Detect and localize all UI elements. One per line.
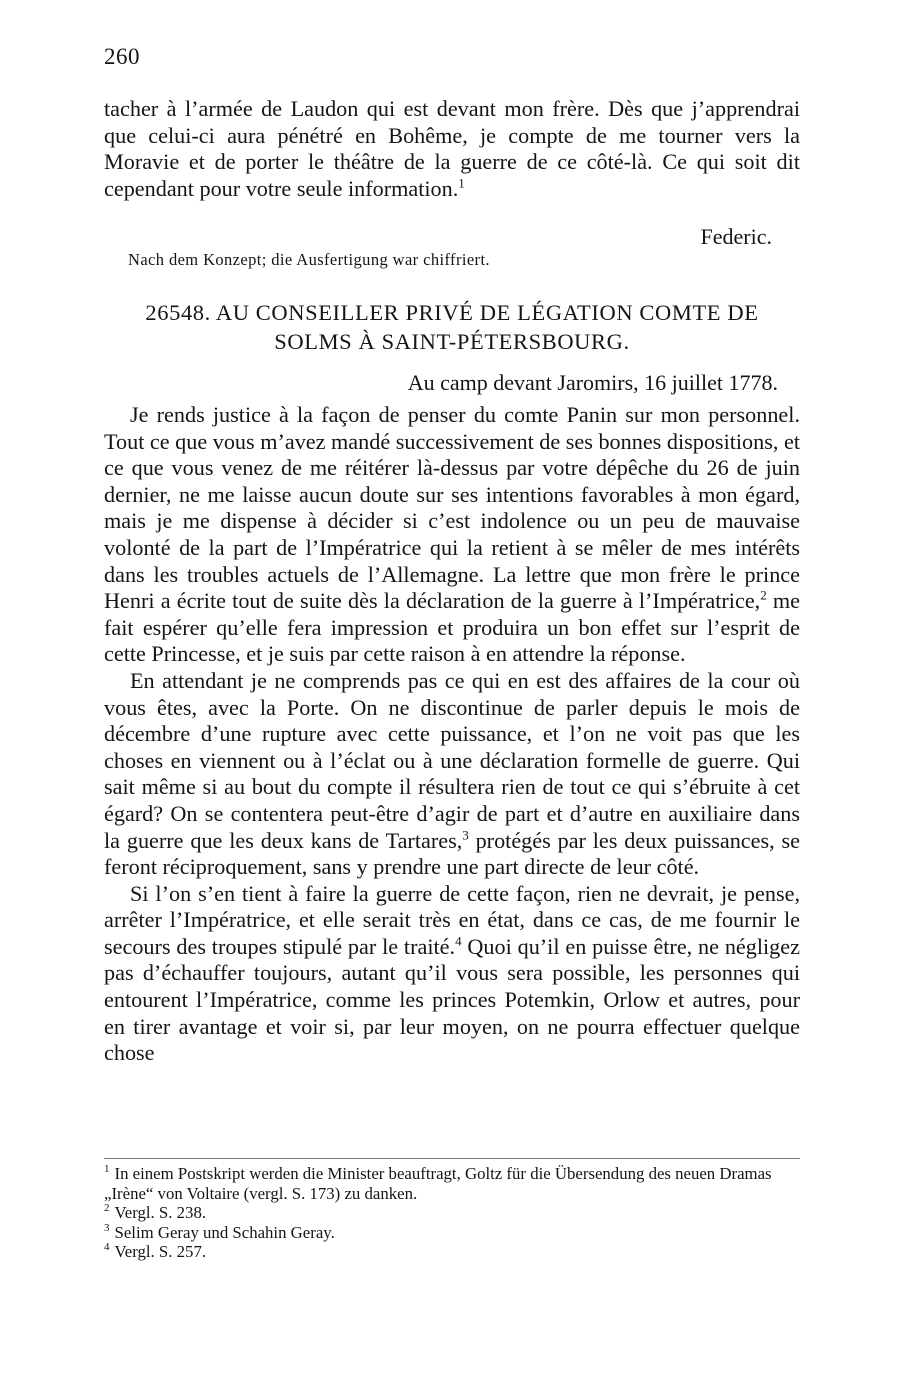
document-heading	[104, 298, 800, 356]
opening-paragraph	[104, 96, 800, 202]
paragraph-3-text-a: Si l’on s’en tient à faire la guerre de cette façon, rien ne devrait, je pense, arrêter l’Impératrice, et elle serait très en état, dans ce cas, de me fournir le secours des troupes stipulé par le traité.	[104, 880, 800, 959]
page-number: 260	[104, 44, 140, 69]
footnote-ref-2: 2	[760, 587, 767, 603]
footnote-text: In einem Postskript werden die Minister beauftragt, Goltz für die Übersendung des neuen Dramas „Irène“ von Voltaire (vergl. S. 173) zu danken.	[104, 1164, 772, 1203]
source-note: Nach dem Konzept; die Ausfertigung war chiffriert.	[128, 250, 490, 269]
footnote-3	[104, 1223, 800, 1243]
footnote-2	[104, 1203, 800, 1223]
footnote-text: Vergl. S. 257.	[114, 1242, 207, 1261]
opening-text: tacher à l’armée de Laudon qui est devant mon frère. Dès que j’apprendrai que celui-ci aura pénétré en Bohême, je compte de me tourner vers la Moravie et de porter le théâtre de la guerre de ce côté-là. Ce qui soit dit cependant pour votre seule information.	[104, 96, 800, 201]
paragraph-3	[104, 881, 800, 1067]
paragraph-3-text-b: Quoi qu’il en puisse être, ne négligez pas d’échauffer toujours, autant qu’il vous sera possible, les personnes qui entourent l’Impératrice, comme les princes Potemkin, Orlow et autres, pour en tirer avantage et voir si, par leur moyen, on ne pourra effectuer quelque chose	[104, 933, 800, 1066]
signature: Federic.	[700, 224, 772, 249]
footnote-mark: 1	[104, 1163, 110, 1176]
footnote-4	[104, 1242, 800, 1262]
paragraph-1-text-a: Je rends justice à la façon de penser du comte Panin sur mon personnel. Tout ce que vous m’avez mandé successivement de ses bonnes dispositions, et ce que vous venez de me réitérer là-dessus par votre dépêche du 26 de juin dernier, ne me laisse aucun doute sur ses intentions favorables à mon égard, mais je me dispense à décider si c’est indolence ou un peu de mauvaise volonté de la part de l’Impératrice qui la retient à se mêler de mes intérêts dans les troubles actuels de l’Allemagne. La lettre que mon frère le prince Henri a écrite tout de suite dès la déclaration de la guerre à l’Impératrice,	[104, 402, 800, 614]
footnote-ref-4: 4	[455, 933, 462, 949]
letter-body	[104, 402, 800, 1067]
footnote-1	[104, 1164, 800, 1203]
footnote-mark: 3	[104, 1221, 110, 1234]
footnote-divider	[104, 1158, 800, 1159]
footnote-ref-1: 1	[458, 175, 465, 191]
paragraph-2	[104, 668, 800, 881]
heading-line-2: SOLMS À SAINT-PÉTERSBOURG.	[274, 329, 630, 354]
footnote-mark: 2	[104, 1202, 110, 1215]
paragraph-1	[104, 402, 800, 668]
footnotes	[104, 1164, 800, 1262]
footnote-text: Selim Geray und Schahin Geray.	[114, 1222, 335, 1242]
footnote-mark: 4	[104, 1241, 110, 1254]
paragraph-1-text-b: me fait espérer qu’elle fera impression et produira un bon effet sur l’esprit de cette Princesse, et je suis par cette raison à en attendre la réponse.	[104, 588, 801, 667]
paragraph-2-text-b: protégés par les deux puissances, se feront réciproquement, sans y prendre une part directe de leur côté.	[104, 827, 800, 880]
paragraph-2-text-a: En attendant je ne comprends pas ce qui en est des affaires de la cour où vous êtes, avec la Porte. On ne discontinue de parler depuis le mois de décembre d’une rupture avec cette puissance, et l’on ne voit pas que les choses en viennent ou à l’éclat ou à une déclaration formelle de guerre. Qui sait même si au bout du compte il résultera rien de tout ce qui s’ébruite à cet égard? On se contentera peut-être d’agir de part et d’autre en auxiliaire dans la guerre que les deux kans de Tartares,	[104, 667, 800, 853]
footnote-text: Vergl. S. 238.	[114, 1203, 207, 1222]
heading-line-1: 26548. AU CONSEILLER PRIVÉ DE LÉGATION COMTE DE	[145, 300, 759, 325]
dateline: Au camp devant Jaromirs, 16 juillet 1778.	[407, 370, 778, 395]
footnote-ref-3: 3	[462, 827, 469, 843]
